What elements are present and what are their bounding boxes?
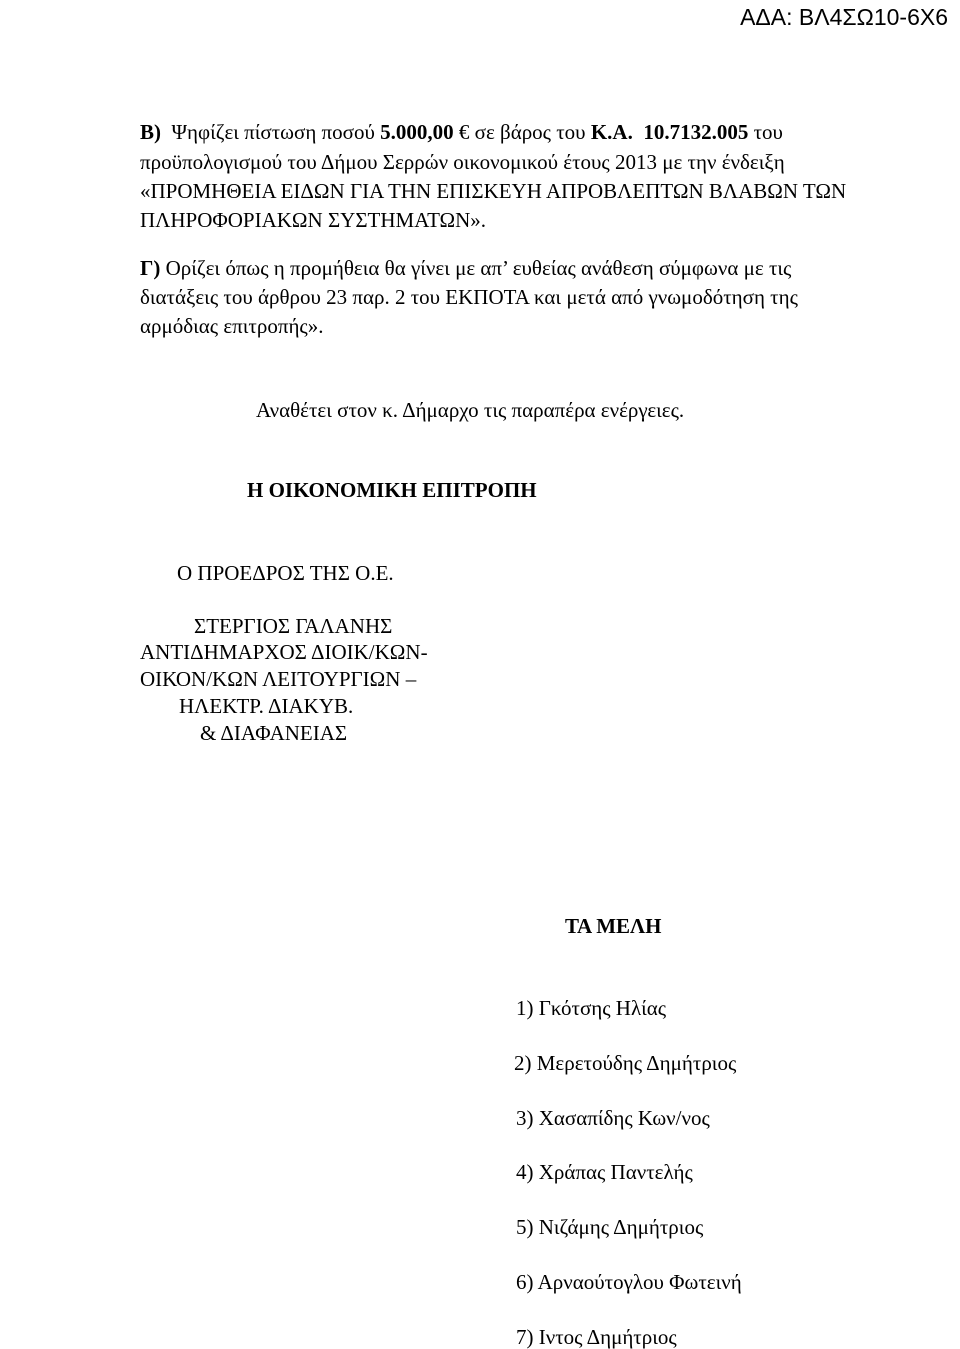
president-role-3: ΗΛΕΚΤΡ. ΔΙΑΚΥΒ. (179, 694, 354, 718)
member-item: 6) Αρναούτογλου Φωτεινή (516, 1270, 742, 1294)
committee-title: Η ΟΙΚΟΝΟΜΙΚΗ ΕΠΙΤΡΟΠΗ (247, 478, 537, 502)
section-b-text-1b: € σε βάρος του (453, 120, 591, 144)
ka-label: Κ.Α. (590, 120, 633, 144)
section-b-text-1c: του (748, 120, 783, 144)
section-c-line-3: αρμόδιας επιτροπής». (140, 314, 324, 338)
member-item: 1) Γκότσης Ηλίας (516, 996, 667, 1020)
section-c-text-1: Ορίζει όπως η προμήθεια θα γίνει με απ’ ευθείας ανάθεση σύμφωνα με τις (165, 256, 792, 280)
section-b-text-1a: Ψηφίζει πίστωση ποσού (171, 120, 381, 144)
section-b-line-1 (140, 120, 783, 144)
section-c-label: Γ) (140, 256, 161, 280)
member-item: 4) Χράπας Παντελής (516, 1160, 693, 1184)
members-title: ΤΑ ΜΕΛΗ (565, 914, 662, 938)
assign-text: Αναθέτει στον κ. Δήμαρχο τις παραπέρα ενέργειες. (256, 398, 685, 422)
amount: 5.000,00 (380, 120, 454, 144)
ka-code: 10.7132.005 (643, 120, 749, 144)
section-b-label: Β) (140, 120, 161, 144)
president-role-2: ΟΙΚΟΝ/ΚΩΝ ΛΕΙΤΟΥΡΓΙΩΝ – (140, 667, 417, 691)
president-title: Ο ΠΡΟΕΔΡΟΣ ΤΗΣ Ο.Ε. (177, 561, 394, 585)
section-c-line-2: διατάξεις του άρθρου 23 παρ. 2 του ΕΚΠΟΤΑ και μετά από γνωμοδότηση της (140, 285, 798, 309)
section-b-line-4: ΠΛΗΡΟΦΟΡΙΑΚΩΝ ΣΥΣΤΗΜΑΤΩΝ». (140, 208, 487, 232)
section-b-line-2: προϋπολογισμού του Δήμου Σερρών οικονομικού έτους 2013 με την ένδειξη (140, 150, 785, 174)
section-b-line-3: «ΠΡΟΜΗΘΕΙΑ ΕΙΔΩΝ ΓΙΑ ΤΗΝ ΕΠΙΣΚΕΥΗ ΑΠΡΟΒΛΕΠΤΩΝ ΒΛΑΒΩΝ ΤΩΝ (140, 179, 847, 203)
president-role-4: & ΔΙΑΦΑΝΕΙΑΣ (200, 721, 348, 745)
president-name: ΣΤΕΡΓΙΟΣ ΓΑΛΑΝΗΣ (194, 614, 393, 638)
section-c-line-1 (140, 256, 791, 280)
member-item: 7) Ιντος Δημήτριος (516, 1325, 677, 1349)
president-role-1: ΑΝΤΙΔΗΜΑΡΧΟΣ ΔΙΟΙΚ/ΚΩΝ- (140, 640, 428, 664)
member-item: 5) Νιζάμης Δημήτριος (516, 1215, 704, 1239)
member-item: 2) Μερετούδης Δημήτριος (514, 1051, 737, 1075)
member-item: 3) Χασαπίδης Κων/νος (516, 1106, 710, 1130)
ada-identifier: ΑΔΑ: ΒΛ4ΣΩ10-6Χ6 (740, 4, 948, 30)
